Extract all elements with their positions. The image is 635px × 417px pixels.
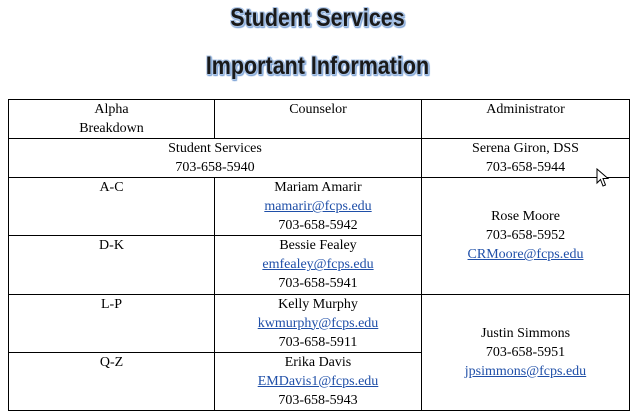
header-alpha-line1: Alpha [94, 102, 129, 117]
table-row [9, 178, 630, 236]
counselor-name: Bessie Fealey [279, 238, 357, 254]
counselor-phone: 703-658-5942 [278, 218, 358, 234]
counselor-name: Mariam Amarir [274, 180, 362, 196]
counselor-email-link[interactable]: EMDavis1@fcps.edu [257, 373, 379, 389]
contact-table [8, 99, 630, 411]
counselor-name: Kelly Murphy [278, 296, 358, 312]
counselor-email-link[interactable]: mamarir@fcps.edu [264, 199, 372, 215]
administrator-name: Justin Simmons [480, 325, 571, 341]
administrator-cell [422, 294, 630, 410]
counselor-cell [215, 294, 422, 352]
administrator-email-link[interactable]: CRMoore@fcps.edu [467, 247, 584, 263]
alpha-range: Q-Z [9, 352, 215, 410]
page-title: Student Services [230, 4, 405, 32]
header-alpha-line2: Breakdown [79, 121, 144, 136]
counselor-cell [215, 352, 422, 410]
student-services-row [9, 139, 630, 178]
student-services-phone: 703-658-5940 [175, 160, 255, 176]
page-subtitle: Important Information [205, 52, 430, 80]
alpha-range: D-K [9, 236, 215, 294]
administrator-phone: 703-658-5952 [485, 228, 566, 244]
mouse-pointer-icon [596, 168, 610, 188]
table-header-row [9, 100, 630, 139]
counselor-name: Erika Davis [284, 354, 352, 370]
counselor-phone: 703-658-5941 [278, 276, 358, 292]
counselor-email-link[interactable]: kwmurphy@fcps.edu [257, 315, 379, 331]
student-services-name: Student Services [168, 141, 262, 157]
table-row [9, 294, 630, 352]
administrator-email-link[interactable]: jpsimmons@fcps.edu [464, 363, 587, 379]
header-counselor: Counselor [215, 100, 422, 139]
counselor-email-link[interactable]: emfealey@fcps.edu [262, 257, 374, 273]
counselor-phone: 703-658-5911 [278, 334, 358, 350]
administrator-phone: 703-658-5951 [485, 344, 566, 360]
counselor-cell [215, 236, 422, 294]
dss-name: Serena Giron, DSS [472, 141, 579, 157]
header-administrator: Administrator [422, 100, 630, 139]
header-alpha [9, 100, 215, 139]
alpha-range: L-P [9, 294, 215, 352]
dss-phone: 703-658-5944 [485, 160, 566, 176]
counselor-phone: 703-658-5943 [278, 392, 358, 408]
counselor-cell [215, 178, 422, 236]
administrator-name: Rose Moore [491, 209, 560, 225]
alpha-range: A-C [9, 178, 215, 236]
student-services-cell [9, 139, 422, 178]
administrator-cell [422, 178, 630, 294]
